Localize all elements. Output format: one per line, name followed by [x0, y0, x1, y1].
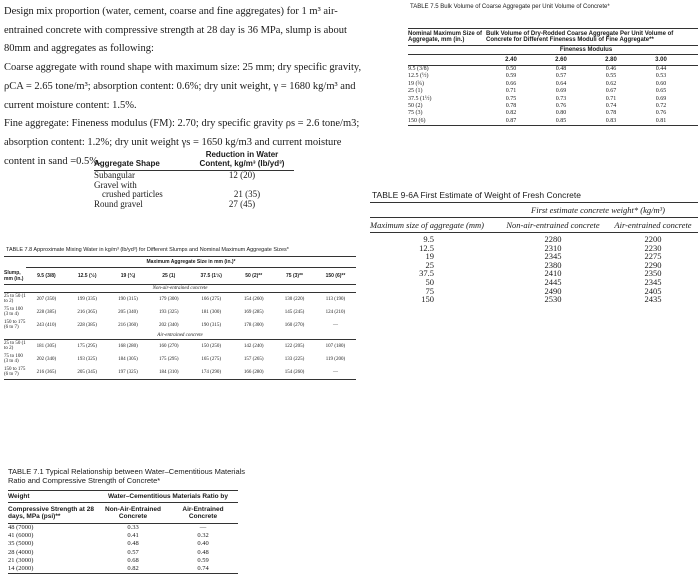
shape-reduction: 21 (35) [233, 189, 261, 199]
water-cell: 228 (385) [77, 322, 97, 328]
water-cell: 179 (300) [158, 296, 179, 302]
bulk-volume-cell: 0.71 [605, 95, 617, 102]
t96-cell: 150 [421, 294, 434, 305]
t96-non-air-column [498, 235, 608, 304]
slump-cell: 75 to 100 (3 to 4) [4, 306, 23, 317]
size-header: 50 (2)** [233, 268, 274, 285]
water-cell: 190 (315) [201, 322, 222, 328]
bulk-volume-cell: 0.69 [555, 88, 567, 95]
water-cell: 168 (280) [118, 343, 138, 349]
water-cell: 207 (350) [36, 296, 57, 302]
size-header: 25 (1) [148, 268, 189, 285]
table-7-8 [4, 256, 356, 380]
shape-rows [94, 171, 294, 209]
water-cell: 202 (340) [158, 322, 179, 328]
table-7-1-title: TABLE 7.1 Typical Relationship between Water–Cementitious Materials Ratio and Compressive Strength of Concrete* [8, 467, 246, 485]
water-cell: 184 (310) [148, 366, 189, 380]
size-header: 19 (¾) [108, 268, 149, 285]
table-7-5 [408, 28, 698, 126]
fm-value: 2.80 [605, 57, 617, 63]
t96-cell: 2345 [544, 251, 562, 262]
shape-reduction: 27 (45) [228, 198, 256, 209]
fm-value: 2.40 [505, 57, 517, 63]
air-ratio-cell: 0.74 [197, 565, 209, 573]
table-row [408, 96, 698, 103]
non-air-ratio-cell: 0.57 [127, 548, 139, 556]
table-row [408, 118, 698, 125]
table-7-1-rows [8, 524, 238, 574]
t96-non-air-header: Non-air-entrained concrete [506, 220, 600, 230]
size-cell: 50 (2) [408, 103, 423, 110]
air-header: Air-Entrained Concrete [182, 506, 224, 520]
bulk-volume-cell: 0.53 [655, 73, 667, 80]
bulk-volume-cell: 0.72 [655, 103, 667, 110]
weight-label: Weight [8, 493, 30, 500]
water-cell: 165 (275) [201, 356, 222, 362]
fine-aggregate-spec: Fine aggregate: Fineness modulus (FM): 2.70; dry specific gravity ρs = 2.6 tone/m3; absorption content: 1.2%; dry unit weight γs = 1650 kg/m3 and current moisture content in sand =0.5%. [4, 118, 360, 167]
size-cell: 75 (3) [408, 110, 423, 117]
table-7-5-rows [408, 66, 698, 126]
water-cell: 150 (250) [201, 343, 222, 349]
t96-cell: 2280 [544, 234, 562, 244]
size-cell: 150 (6) [408, 117, 426, 124]
t96-cell: 12.5 [419, 242, 434, 253]
table-row [8, 549, 238, 557]
t96-cell: 19 [425, 251, 434, 262]
non-air-ratio-cell: 0.48 [127, 540, 139, 548]
size-cell: 12.5 (½) [408, 73, 429, 80]
table-row [4, 339, 356, 353]
t96-cell: 2435 [644, 294, 662, 305]
table-row [8, 532, 238, 540]
bulk-volume-cell: 0.87 [505, 117, 517, 124]
bulk-volume-cell: 0.66 [505, 80, 517, 87]
water-cell: 130 (220) [284, 296, 305, 302]
t96-cell: 2310 [544, 242, 562, 253]
slump-cell: 150 to 175 (6 to 7) [4, 366, 26, 377]
water-cell: 124 (210) [325, 309, 346, 315]
bulk-volume-cell: 0.76 [655, 110, 667, 117]
problem-statement [4, 3, 364, 171]
table-row [8, 565, 238, 573]
size-header: 37.5 (1½) [189, 268, 233, 285]
bulk-volume-cell: 0.76 [555, 103, 567, 110]
strength-cell: 28 (4000) [8, 548, 34, 556]
reduction-col-header: Reduction in Water Content, kg/m³ (lb/yd³) [199, 150, 285, 168]
t96-size-column [370, 235, 434, 304]
water-cell: 119 (200) [325, 356, 346, 362]
bulk-volume-cell: 0.81 [655, 117, 667, 124]
water-cell: 193 (325) [77, 356, 97, 362]
water-cell: 190 (315) [118, 296, 138, 302]
t96-cell: 2410 [544, 268, 562, 279]
water-cell: 216 (365) [26, 366, 67, 380]
bulk-volume-cell: 0.64 [555, 80, 567, 87]
slump-cell: 25 to 50 (1 to 2) [4, 293, 26, 304]
bulk-volume-cell: 0.57 [555, 73, 567, 80]
table-row [4, 292, 356, 306]
water-cell: 243 (410) [36, 322, 57, 328]
fm-spacer [408, 57, 486, 63]
bulk-volume-cell: 0.46 [605, 66, 617, 72]
water-cell: 197 (325) [108, 366, 149, 380]
table-row [8, 557, 238, 565]
slump-header: Slump, mm (in.) [4, 268, 26, 285]
size-header: 150 (6)** [315, 268, 356, 285]
non-air-ratio-cell: 0.41 [127, 532, 139, 540]
table-row [408, 88, 698, 95]
water-cell: 160 (270) [158, 343, 179, 349]
table-7-1 [8, 490, 238, 574]
strength-cell: 41 (6000) [8, 532, 34, 540]
air-ratio-cell: 0.59 [197, 556, 209, 564]
bulk-volume-cell: 0.62 [605, 80, 617, 87]
water-cell: 133 (225) [284, 356, 305, 362]
t96-cell: 2490 [544, 285, 562, 296]
wc-ratio-group-header: Water–Cementitious Materials Ratio by [107, 493, 229, 500]
size-cell: 25 (1) [408, 88, 423, 95]
air-ratio-cell: 0.48 [197, 548, 209, 556]
shape-row [94, 200, 294, 210]
t96-cell: 2445 [544, 276, 562, 287]
water-cell: 178 (300) [243, 322, 264, 328]
size-header: 75 (3)** [274, 268, 315, 285]
bulk-volume-cell: 0.83 [605, 117, 617, 124]
aggregate-shape-table [94, 150, 294, 209]
air-ratio-cell: 0.40 [197, 540, 209, 548]
shape-name: Subangular [94, 170, 135, 180]
water-cell: 122 (205) [284, 343, 305, 349]
air-ratio-cell: 0.32 [197, 532, 209, 540]
slump-cell: 75 to 100 (3 to 4) [4, 353, 23, 364]
t96-cell: 9.5 [423, 234, 434, 244]
size-header: 9.5 (3/8) [26, 268, 67, 285]
water-cell: — [332, 322, 338, 328]
bulk-volume-cell: 0.50 [505, 66, 517, 72]
water-cell: 175 (295) [77, 343, 97, 349]
water-cell: 175 (295) [158, 356, 179, 362]
max-size-group-header: Maximum Aggregate Size in mm (in.)* [26, 257, 356, 268]
t96-cell: 2290 [644, 259, 662, 270]
t96-air-header: Air-entrained concrete [614, 220, 692, 230]
water-cell: 154 (260) [274, 366, 315, 380]
fm-value: 2.60 [555, 57, 567, 63]
t96-cell: 25 [425, 259, 434, 270]
fineness-modulus-row [408, 54, 698, 66]
water-cell: 216 (365) [77, 309, 97, 315]
water-cell: 205 (340) [118, 309, 138, 315]
t96-cell: 75 [425, 285, 434, 296]
non-air-ratio-cell: 0.33 [127, 524, 139, 531]
table-9-6a [370, 202, 698, 304]
water-cell: 169 (285) [243, 309, 264, 315]
water-cell: 142 (240) [243, 343, 264, 349]
size-cell: 37.5 (1½) [408, 95, 432, 102]
strength-cell: 14 (2000) [8, 565, 34, 573]
water-cell: 216 (360) [118, 322, 138, 328]
table-7-5-title: TABLE 7.5 Bulk Volume of Coarse Aggregate per Unit Volume of Concrete* [410, 4, 610, 10]
table-row [408, 73, 698, 80]
bulk-volume-cell: 0.75 [505, 95, 517, 102]
t96-cell: 2530 [544, 294, 562, 305]
table-row [4, 366, 356, 380]
coarse-aggregate-spec: Coarse aggregate with round shape with maximum size: 25 mm; dry specific gravity, ρCA = 2.65 tone/m³; absorption content: 0.6%; dry unit weight, γ = 1680 kg/m³ and current moisture content: 1.5%. [4, 62, 362, 111]
bulk-volume-cell: 0.71 [505, 88, 517, 95]
strength-cell: 21 (3000) [8, 556, 34, 564]
table-row [408, 66, 698, 73]
t96-cell: 2345 [644, 276, 662, 287]
table-row [408, 110, 698, 117]
water-cell: 193 (325) [158, 309, 179, 315]
bulk-volume-header: Bulk Volume of Dry-Rodded Coarse Aggregate Per Unit Volume of Concrete for Different Fineness Moduli of Fine Aggregate** [486, 31, 674, 43]
water-cell: 145 (245) [284, 309, 305, 315]
bulk-volume-cell: 0.78 [605, 110, 617, 117]
bulk-volume-cell: 0.67 [605, 88, 617, 95]
shape-reduction: 12 (20) [228, 170, 256, 180]
nominal-size-header: Nominal Maximum Size of Aggregate, mm (in.) [408, 31, 483, 43]
strength-cell: 35 (5000) [8, 540, 34, 548]
bulk-volume-cell: 0.73 [555, 95, 567, 102]
fresh-weight-group-header: First estimate concrete weight* (kg/m³) [531, 205, 665, 215]
bulk-volume-cell: 0.59 [505, 73, 517, 80]
problem-intro: Design mix proportion (water, cement, coarse and fine aggregates) for 1 m³ air-entrained concrete with compressive strength at 28 day is 36 MPa, slump is about 80mm and aggregates as following: [4, 6, 347, 55]
bulk-volume-cell: 0.65 [655, 88, 667, 95]
table-row [4, 306, 356, 319]
fm-value: 3.00 [655, 57, 667, 63]
table-row [408, 103, 698, 110]
air-ratio-cell: — [199, 524, 207, 531]
water-cell: 166 (280) [233, 366, 274, 380]
mixing-water-table [4, 256, 356, 380]
water-cell: 202 (340) [36, 356, 57, 362]
water-cell: 228 (385) [36, 309, 57, 315]
water-cell: 107 (180) [325, 343, 346, 349]
bulk-volume-cell: 0.82 [505, 110, 517, 117]
max-size-header: Maximum size of aggregate (mm) [370, 220, 484, 230]
bulk-volume-cell: 0.80 [555, 110, 567, 117]
t96-cell: 2350 [644, 268, 662, 279]
t96-cell: 2405 [644, 285, 662, 296]
bulk-volume-cell: 0.55 [605, 73, 617, 80]
water-cell: 113 (190) [325, 296, 346, 302]
non-air-ratio-cell: 0.68 [127, 556, 139, 564]
t96-air-column [608, 235, 698, 304]
table-row [408, 81, 698, 88]
water-cell: 181 (300) [201, 309, 222, 315]
bulk-volume-cell: 0.78 [505, 103, 517, 110]
bulk-volume-cell: 0.60 [655, 80, 667, 87]
non-air-ratio-cell: 0.82 [127, 565, 139, 573]
t96-cell: 50 [425, 276, 434, 287]
size-cell: 19 (¾) [408, 80, 424, 87]
air-group-label: Air-entrained concrete [4, 332, 356, 340]
shape-name: Gravel with [94, 179, 137, 190]
water-cell: 160 (270) [284, 322, 305, 328]
water-cell: 174 (290) [189, 366, 233, 380]
non-air-header: Non-Air-Entrained Concrete [105, 506, 161, 520]
table-7-8-title: TABLE 7.8 Approximate Mixing Water in kg/m³ (lb/yd³) for Different Slumps and Nominal Maximum Aggregate Sizes* [6, 247, 289, 253]
water-cell: 166 (275) [201, 296, 222, 302]
t96-cell: 37.5 [419, 268, 434, 279]
table-row [8, 524, 238, 532]
water-cell: 184 (305) [118, 356, 138, 362]
shape-name: crushed particles [102, 189, 163, 199]
water-cell: — [315, 366, 356, 380]
strength-cell: 48 (7000) [8, 524, 34, 531]
table-9-6a-title: TABLE 9-6A First Estimate of Weight of Fresh Concrete [372, 190, 581, 200]
water-cell: 181 (305) [36, 343, 57, 349]
bulk-volume-cell: 0.48 [555, 66, 567, 72]
water-cell: 205 (345) [67, 366, 108, 380]
t96-cell: 2200 [644, 234, 662, 244]
shape-col-header: Aggregate Shape [94, 159, 160, 168]
slump-cell: 150 to 175 (6 to 7) [4, 319, 26, 330]
size-header: 12.5 (½) [67, 268, 108, 285]
table-row [8, 540, 238, 548]
t96-cell: 2380 [544, 259, 562, 270]
slump-cell: 25 to 50 (1 to 2) [4, 340, 26, 351]
bulk-volume-cell: 0.85 [555, 117, 567, 124]
fineness-modulus-label: Fineness Modulus [559, 47, 613, 53]
table-row [4, 353, 356, 366]
water-cell: 154 (260) [243, 296, 264, 302]
water-cell: 157 (265) [243, 356, 264, 362]
bulk-volume-cell: 0.44 [655, 66, 667, 72]
water-cell: 199 (335) [77, 296, 97, 302]
compressive-strength-header: Compressive Strength at 28 days, MPa (psi)** [8, 506, 94, 520]
table-row [4, 319, 356, 332]
bulk-volume-cell: 0.69 [655, 95, 667, 102]
size-cell: 9.5 (3/8) [408, 66, 429, 72]
t96-cell: 2275 [644, 251, 662, 262]
non-air-group-label: Non-air-entrained concrete [4, 284, 356, 292]
t96-cell: 2230 [644, 242, 662, 253]
slump-spacer [4, 257, 26, 268]
bulk-volume-cell: 0.74 [605, 103, 617, 110]
shape-name: Round gravel [94, 198, 143, 209]
